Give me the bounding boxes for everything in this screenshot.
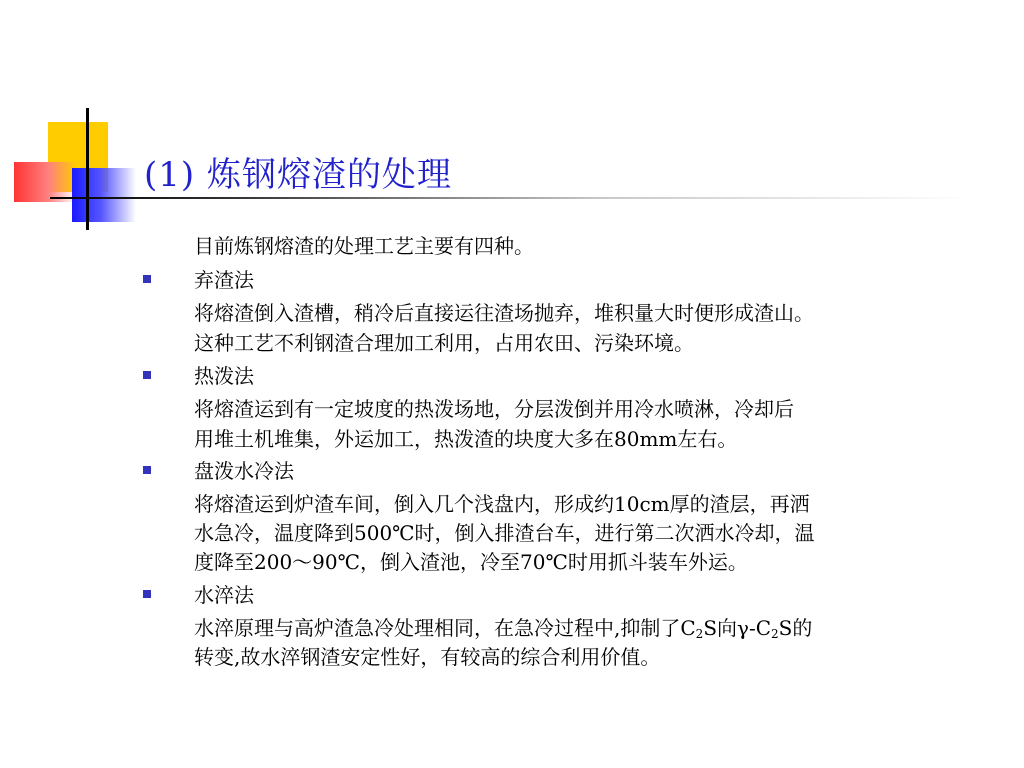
decor-blue-square xyxy=(72,168,136,222)
bullet-icon xyxy=(143,466,151,474)
subscript: 2 xyxy=(695,627,704,641)
method-label: 弃渣法 xyxy=(194,268,254,292)
method-description-line: 转变,故水淬钢渣安定性好，有较高的综合利用价值。 xyxy=(194,645,661,669)
method-description-line: 水急冷，温度降到500℃时，倒入排渣台车，进行第二次洒水冷却，温 xyxy=(194,521,815,545)
list-item xyxy=(0,361,1000,391)
slide-title: (1) 炼钢熔渣的处理 xyxy=(144,155,452,195)
list-item xyxy=(0,580,1000,610)
bullet-icon xyxy=(143,371,151,379)
decor-red-bar xyxy=(14,162,76,202)
method-description-line xyxy=(194,613,994,643)
bullet-icon xyxy=(143,590,151,598)
decor-vertical-line xyxy=(86,108,89,230)
bullet-icon xyxy=(143,275,151,283)
method-description-line: 将熔渣运到有一定坡度的热泼场地，分层泼倒并用冷水喷淋，冷却后 xyxy=(194,397,794,421)
text-segment: 水淬原理与高炉渣急冷处理相同，在急冷过程中,抑制了C xyxy=(194,616,696,640)
method-label: 水淬法 xyxy=(194,583,254,607)
method-label: 盘泼水冷法 xyxy=(194,459,294,483)
text-segment: S的 xyxy=(778,616,813,640)
method-description-line: 用堆土机堆集，外运加工，热泼渣的块度大多在80mm左右。 xyxy=(194,427,738,451)
text-segment: S向γ-C xyxy=(703,616,772,640)
method-description-line: 这种工艺不利钢渣合理加工利用，占用农田、污染环境。 xyxy=(194,331,694,355)
method-label: 热泼法 xyxy=(194,364,254,388)
method-description-line: 将熔渣运到炉渣车间，倒入几个浅盘内，形成约10cm厚的渣层，再洒 xyxy=(194,492,810,516)
title-underline xyxy=(50,197,970,199)
list-item xyxy=(0,265,1000,295)
intro-text: 目前炼钢熔渣的处理工艺主要有四种。 xyxy=(194,234,534,258)
method-description-line: 将熔渣倒入渣槽，稍冷后直接运往渣场抛弃，堆积量大时便形成渣山。 xyxy=(194,301,814,325)
list-item xyxy=(0,456,1000,486)
method-description-line: 度降至200～90℃，倒入渣池，冷至70℃时用抓斗装车外运。 xyxy=(194,550,748,574)
subscript: 2 xyxy=(771,627,779,641)
